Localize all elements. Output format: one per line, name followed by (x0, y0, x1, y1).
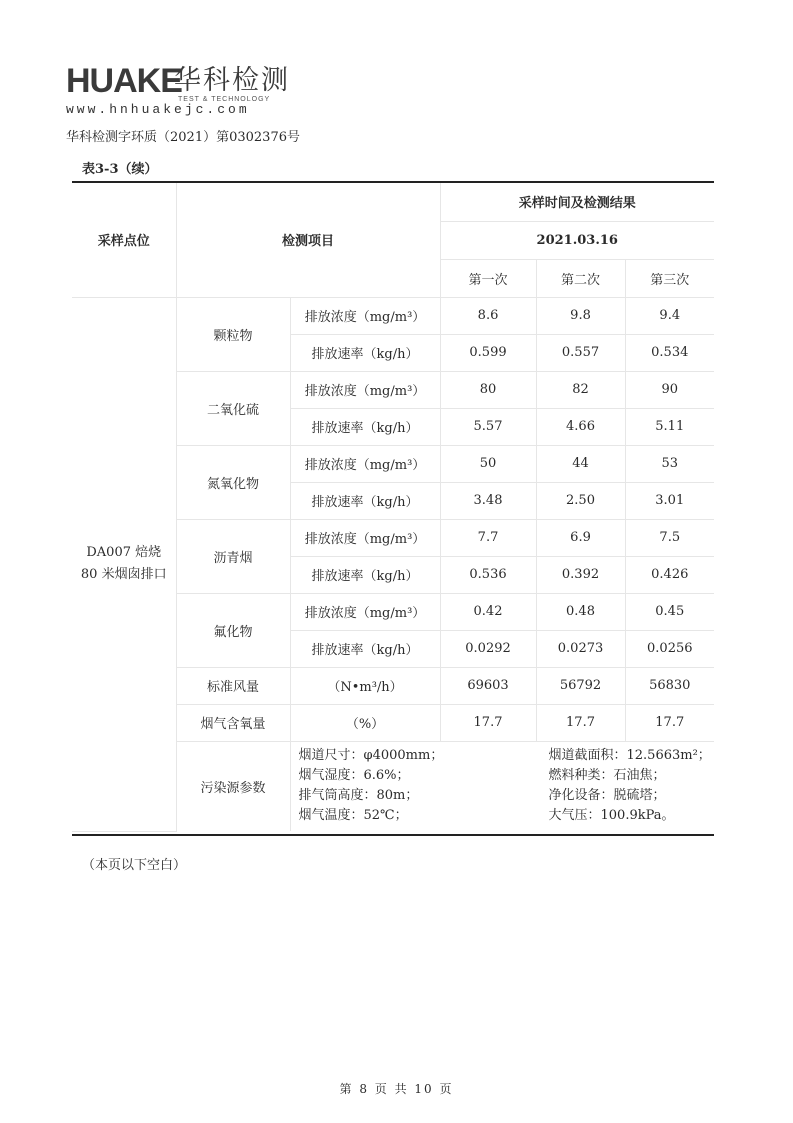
param-fuel-type: 燃料种类：石油焦； (548, 768, 666, 784)
source-params-grid (291, 747, 715, 825)
parameter-unit: （%） (290, 704, 440, 741)
result-value: 5.57 (440, 408, 536, 445)
source-params-cell (290, 741, 714, 831)
result-value: 44 (536, 445, 625, 482)
result-value: 56830 (625, 667, 714, 704)
result-value: 0.536 (440, 556, 536, 593)
result-value: 2.50 (536, 482, 625, 519)
sampling-date: 2021.03.16 (440, 221, 714, 259)
result-value: 4.66 (536, 408, 625, 445)
parameter-name: 标准风量 (176, 667, 290, 704)
page-number: 第 8 页 共 10 页 (339, 1082, 454, 1096)
result-value: 90 (625, 371, 714, 408)
result-value: 56792 (536, 667, 625, 704)
parameter-name: 烟气含氧量 (176, 704, 290, 741)
param-stack-height: 排气筒高度：80m； (298, 788, 419, 804)
source-params-label: 污染源参数 (176, 741, 290, 831)
company-website: www.hnhuakejc.com (66, 102, 250, 117)
parameter-unit: （N•m³/h） (290, 667, 440, 704)
metric-label: 排放浓度（mg/m³） (290, 445, 440, 482)
param-air-pressure: 大气压：100.9kPa。 (548, 808, 675, 824)
result-value: 5.11 (625, 408, 714, 445)
result-value: 0.426 (625, 556, 714, 593)
metric-label: 排放浓度（mg/m³） (290, 519, 440, 556)
result-value: 17.7 (440, 704, 536, 741)
location-header: 采样点位 (72, 183, 176, 297)
result-value: 17.7 (536, 704, 625, 741)
metric-label: 排放浓度（mg/m³） (290, 297, 440, 334)
metric-label: 排放速率（kg/h） (290, 630, 440, 667)
param-flue-size: 烟道尺寸：φ4000mm； (298, 748, 444, 764)
result-value: 6.9 (536, 519, 625, 556)
metric-label: 排放速率（kg/h） (290, 408, 440, 445)
sampling-location (72, 297, 176, 831)
metric-label: 排放速率（kg/h） (290, 334, 440, 371)
report-number: 华科检测字环质（2021）第0302376号 (66, 130, 300, 145)
result-value: 8.6 (440, 297, 536, 334)
result-value: 80 (440, 371, 536, 408)
pollutant-name: 氮氧化物 (176, 445, 290, 519)
result-value: 3.01 (625, 482, 714, 519)
table-title: 表3-3（续） (82, 162, 158, 177)
result-value: 0.45 (625, 593, 714, 630)
result-value: 0.42 (440, 593, 536, 630)
param-humidity: 烟气湿度：6.6%； (298, 768, 410, 784)
result-value: 0.48 (536, 593, 625, 630)
result-value: 53 (625, 445, 714, 482)
blank-page-note: （本页以下空白） (82, 858, 187, 873)
emission-results-table (72, 183, 714, 832)
metric-label: 排放浓度（mg/m³） (290, 593, 440, 630)
run-2-header: 第二次 (536, 259, 625, 297)
result-value: 17.7 (625, 704, 714, 741)
logo-subtitle: TEST & TECHNOLOGY (178, 96, 271, 103)
pollutant-name: 二氧化硫 (176, 371, 290, 445)
pollutant-name: 沥青烟 (176, 519, 290, 593)
param-flue-area: 烟道截面积：12.5663m²； (548, 748, 711, 764)
result-value: 50 (440, 445, 536, 482)
table-bottom-rule (72, 834, 714, 836)
run-1-header: 第一次 (440, 259, 536, 297)
param-purifier: 净化设备：脱硫塔； (548, 788, 666, 804)
location-line-2: 80 米烟囱排口 (80, 567, 167, 582)
result-value: 0.534 (625, 334, 714, 371)
item-header: 检测项目 (176, 183, 440, 297)
result-value: 9.4 (625, 297, 714, 334)
result-value: 0.599 (440, 334, 536, 371)
result-value: 0.0256 (625, 630, 714, 667)
result-value: 0.0292 (440, 630, 536, 667)
metric-label: 排放速率（kg/h） (290, 482, 440, 519)
result-value: 0.0273 (536, 630, 625, 667)
result-value: 3.48 (440, 482, 536, 519)
param-flue-temperature: 烟气温度：52℃； (298, 808, 408, 824)
company-logo (66, 64, 326, 124)
result-value: 0.557 (536, 334, 625, 371)
result-value: 9.8 (536, 297, 625, 334)
metric-label: 排放速率（kg/h） (290, 556, 440, 593)
metric-label: 排放浓度（mg/m³） (290, 371, 440, 408)
logo-mark: HUAKE (66, 62, 182, 100)
run-3-header: 第三次 (625, 259, 714, 297)
pollutant-name: 氟化物 (176, 593, 290, 667)
result-value: 0.392 (536, 556, 625, 593)
result-value: 7.7 (440, 519, 536, 556)
result-value: 69603 (440, 667, 536, 704)
result-value: 7.5 (625, 519, 714, 556)
location-line-1: DA007 焙烧 (86, 545, 162, 560)
logo-chinese-name: 华科检测 (174, 65, 290, 96)
sampling-header: 采样时间及检测结果 (440, 183, 714, 221)
pollutant-name: 颗粒物 (176, 297, 290, 371)
result-value: 82 (536, 371, 625, 408)
